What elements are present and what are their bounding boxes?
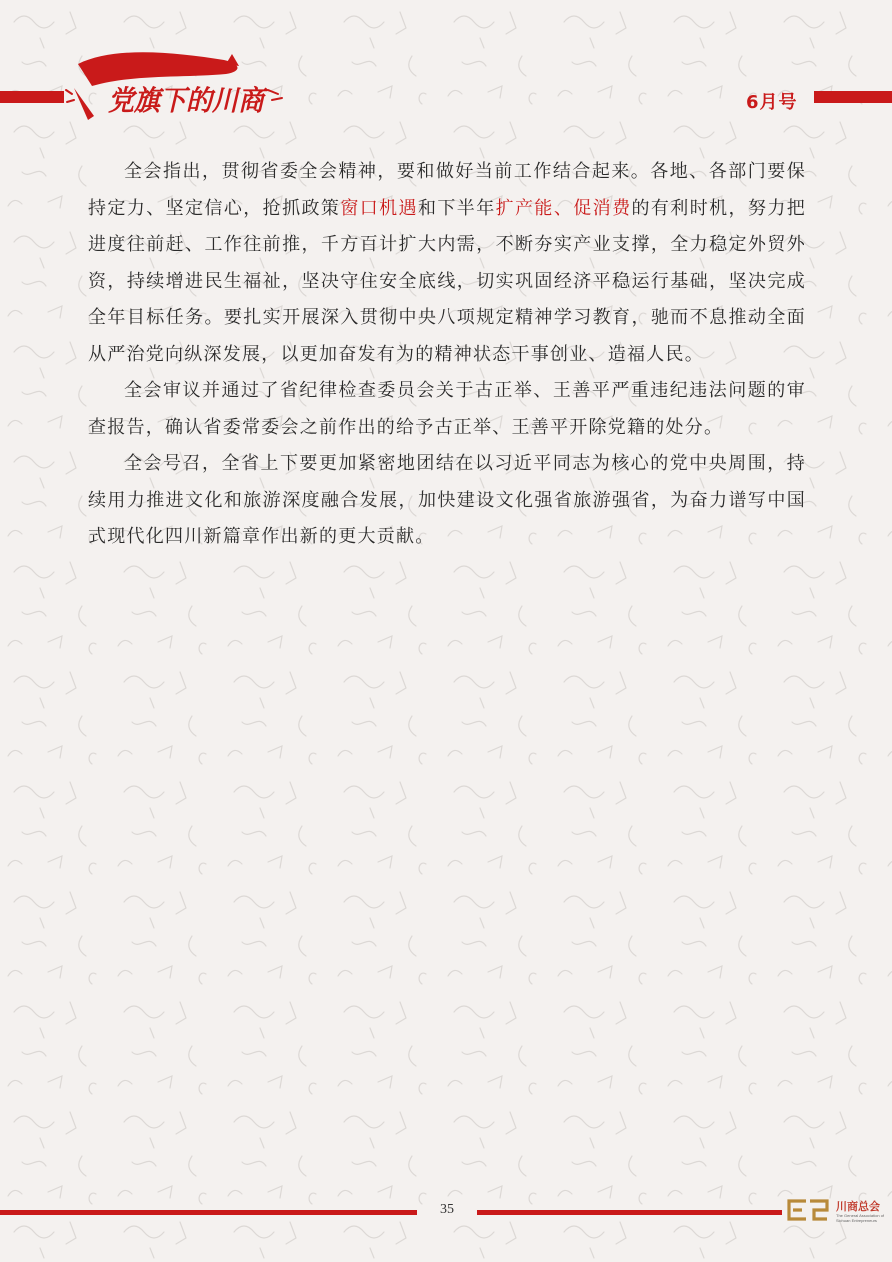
- issue-label: 6月号: [746, 92, 798, 113]
- highlight-window-opportunity: 窗口机遇: [340, 197, 418, 219]
- paragraph-1: 全会指出，贯彻省委全会精神，要和做好当前工作结合起来。各地、各部门要保持定力、坚定信心，抢抓政策窗口机遇和下半年扩产能、促消费的有利时机，努力把进度往前赶、工作往前推，千方百计扩大内需，不断夯实产业支撑，全力稳定外贸外资，持续增进民生福祉，坚决守住安全底线，切实巩固经济平稳运行基础，坚决完成全年目标任务。要扎实开展深入贯彻中央八项规定精神学习教育，驰而不息推动全面从严治党向纵深发展，以更加奋发有为的精神状态干事创业、造福人民。: [88, 161, 807, 365]
- header-bar-left: [0, 91, 64, 103]
- footer-line-right: [477, 1210, 782, 1215]
- org-name: 川商总会: [836, 1200, 880, 1213]
- logo-text: 党旗下的川商: [108, 84, 269, 117]
- header-bar-right: [814, 91, 892, 103]
- chamber-logo-icon: [784, 1196, 832, 1224]
- highlight-capacity-consumption: 扩产能、促消费: [495, 197, 632, 219]
- page-number: 35: [440, 1202, 454, 1217]
- paragraph-2: 全会审议并通过了省纪律检查委员会关于古正举、王善平严重违纪违法问题的审查报告，确认省委常委会之前作出的给予古正举、王善平开除党籍的处分。: [88, 380, 806, 438]
- org-subtitle: The General Association of Sichuan Entrepreneurs: [836, 1213, 885, 1223]
- paragraph-3: 全会号召，全省上下要更加紧密地团结在以习近平同志为核心的党中央周围，持续用力推进文化和旅游深度融合发展，加快建设文化强省旅游强省，为奋力谱写中国式现代化四川新篇章作出新的更大贡献。: [88, 453, 806, 547]
- article-body: [88, 154, 806, 556]
- footer-line-left: [0, 1210, 417, 1215]
- party-flag-logo: [64, 44, 294, 124]
